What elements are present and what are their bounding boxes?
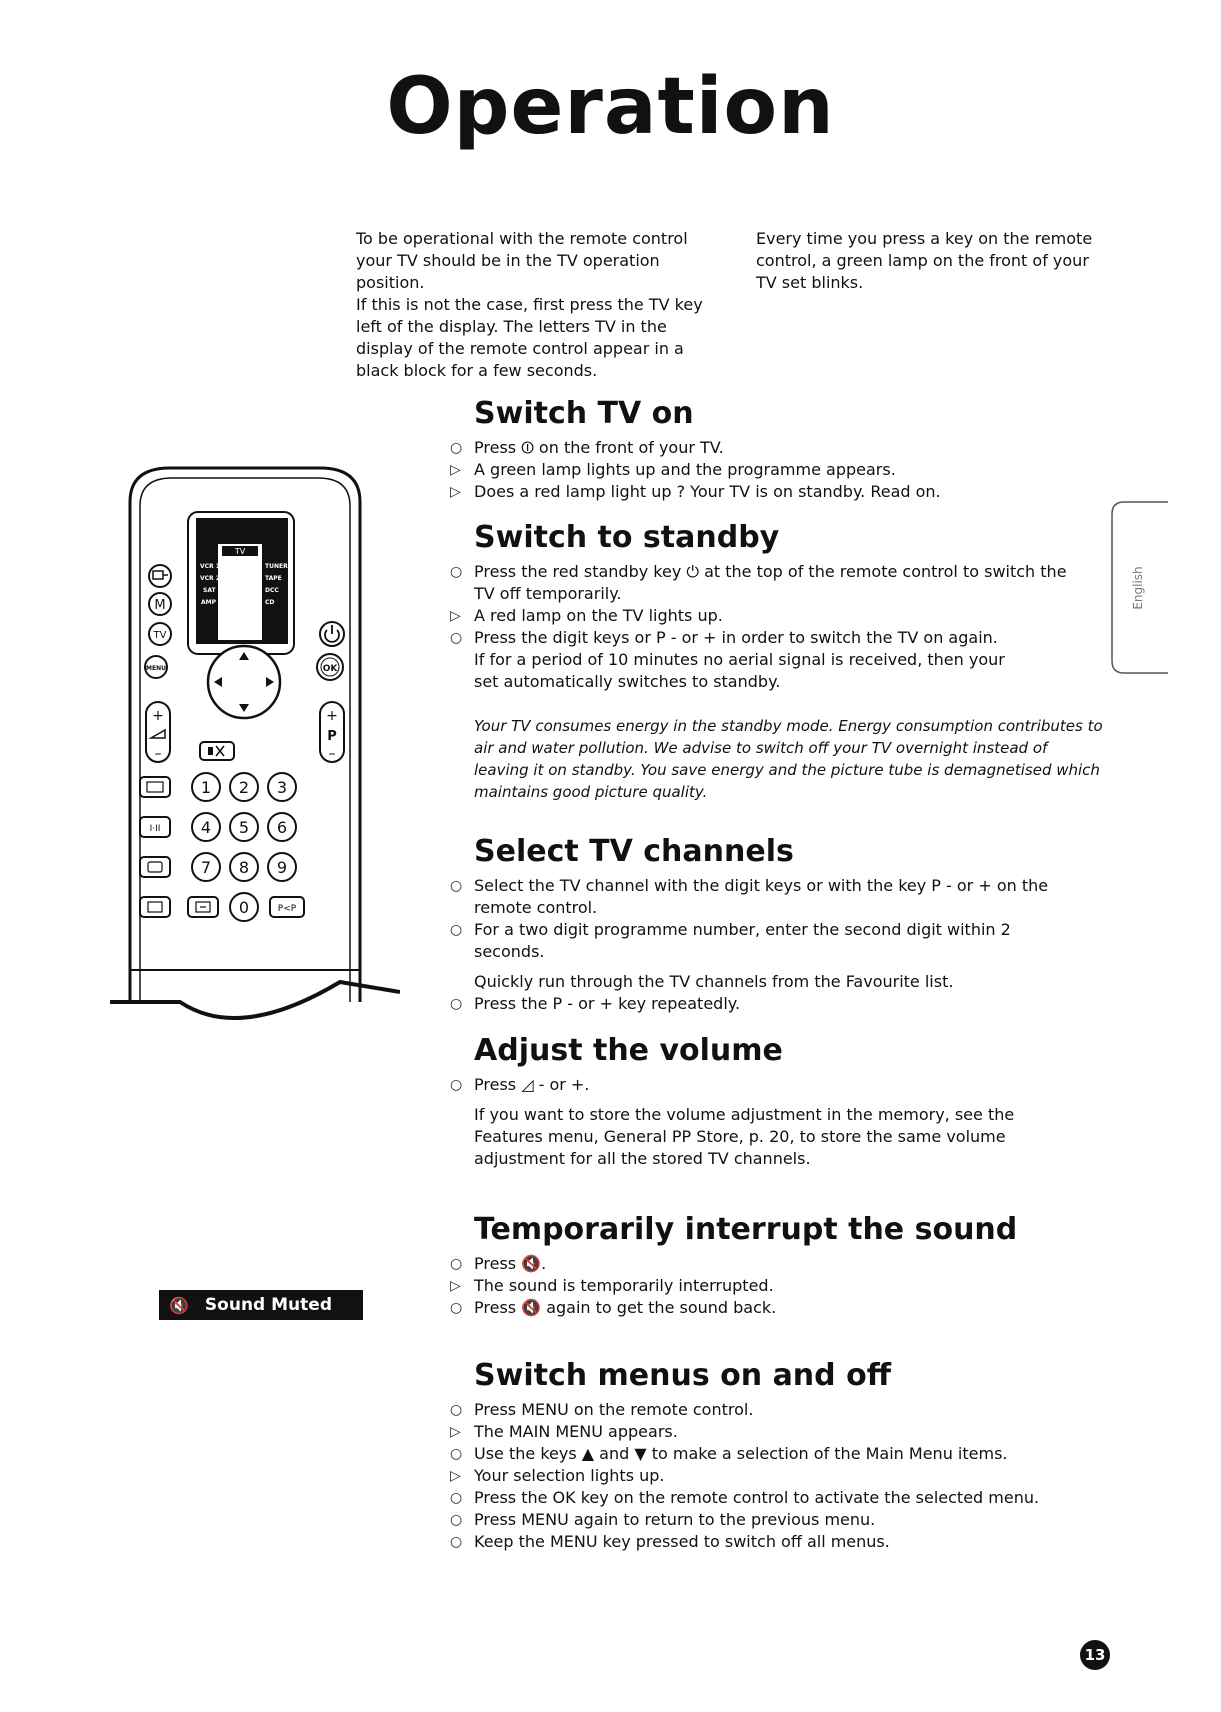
- heading-switch-standby: Switch to standby: [474, 520, 780, 555]
- language-side-tab: [1108, 500, 1170, 675]
- volume-minus-label: –: [154, 746, 162, 762]
- digit-key-6[interactable]: [268, 813, 296, 841]
- digit-key-5[interactable]: [230, 813, 258, 841]
- display-sat: SAT: [203, 587, 216, 594]
- digit-key-3[interactable]: [268, 773, 296, 801]
- intro-left: [356, 228, 706, 382]
- mute-icon: 🔇: [169, 1295, 189, 1315]
- list-item: ○ Press the digit keys or P - or + in order to switch the TV on again.: [450, 628, 998, 647]
- intro-left-para-2: If this is not the case, first press the TV key left of the display. The letters TV in the display of the remote control appear in a black block for a few seconds.: [356, 295, 703, 380]
- list-item: ○ For a two digit programme number, enter the second digit within 2 seconds.: [450, 920, 1011, 961]
- picture-key[interactable]: [140, 897, 170, 917]
- tv-key-label: TV: [153, 630, 167, 641]
- list-item: ○ Press ⏼ on the front of your TV.: [450, 438, 724, 457]
- list-item: ○ Keep the MENU key pressed to switch off all menus.: [450, 1532, 890, 1551]
- list-item: ○ Press 🔇.: [450, 1254, 547, 1273]
- heading-select-channels: Select TV channels: [474, 834, 794, 869]
- section-select-channels: [446, 834, 1086, 1015]
- section-switch-standby: [446, 520, 1103, 803]
- section-switch-tv-on: [446, 396, 1076, 503]
- dual-sound-key[interactable]: [140, 817, 170, 837]
- program-rocker[interactable]: [320, 702, 344, 762]
- list-item: ○ Press MENU again to return to the previous menu.: [450, 1510, 876, 1529]
- heading-adjust-volume: Adjust the volume: [474, 1033, 783, 1068]
- volume-extra: If you want to store the volume adjustment in the memory, see the Features menu, General PP Store, p. 20, to store the same volume adjustment for all the stored TV channels.: [474, 1105, 1015, 1168]
- list-switch-standby: [446, 561, 1076, 649]
- digit-key-8[interactable]: [230, 853, 258, 881]
- menu-key-label: MENU: [146, 665, 166, 672]
- list-interrupt-sound: [446, 1253, 1086, 1319]
- tv-key[interactable]: [149, 623, 171, 645]
- list-item: ○ Select the TV channel with the digit keys or with the key P - or + on the remote control.: [450, 876, 1049, 917]
- display-vcr2: VCR 2: [200, 575, 220, 582]
- program-p-label: P: [327, 729, 337, 744]
- volume-plus-label: +: [152, 708, 164, 724]
- program-minus-label: –: [328, 746, 336, 762]
- svg-text:7: 7: [200, 858, 212, 877]
- list-item: ○ Use the keys ▲ and ▼ to make a selection of the Main Menu items.: [450, 1444, 1008, 1463]
- input-select-key[interactable]: [149, 565, 171, 587]
- list-item: ▷ The sound is temporarily interrupted.: [450, 1276, 774, 1295]
- teletext-key[interactable]: [140, 777, 170, 797]
- display-dcc: DCC: [265, 587, 279, 594]
- display-vcr1: VCR 1: [200, 563, 220, 570]
- list-item: ▷ A green lamp lights up and the programme appears.: [450, 460, 896, 479]
- display-tuner: TUNER: [265, 563, 288, 570]
- section-menus: [446, 1358, 1106, 1553]
- svg-text:8: 8: [238, 858, 250, 877]
- standby-key[interactable]: [320, 622, 344, 646]
- svg-text:5: 5: [238, 818, 250, 837]
- list-item: ○ Press the red standby key ⏻ at the top of the remote control to switch the TV off temporarily.: [450, 562, 1067, 603]
- ok-key-label: OK: [322, 664, 338, 674]
- previous-program-label: P<P: [277, 904, 297, 914]
- ok-key[interactable]: [317, 654, 343, 680]
- digit-key-2[interactable]: [230, 773, 258, 801]
- svg-text:9: 9: [276, 858, 288, 877]
- list-item: ○ Press 🔇 again to get the sound back.: [450, 1298, 777, 1317]
- list-item: ○ Press MENU on the remote control.: [450, 1400, 754, 1419]
- section-adjust-volume: [446, 1033, 1086, 1170]
- page-number: 13: [1080, 1640, 1110, 1670]
- svg-text:3: 3: [276, 778, 288, 797]
- info-key[interactable]: [188, 897, 218, 917]
- digit-key-1[interactable]: [192, 773, 220, 801]
- list-item: ▷ The MAIN MENU appears.: [450, 1422, 678, 1441]
- screen-format-key[interactable]: [140, 857, 170, 877]
- svg-text:4: 4: [200, 818, 212, 837]
- display-cd: CD: [265, 599, 275, 606]
- menu-key[interactable]: [145, 656, 167, 678]
- digit-key-0[interactable]: [230, 893, 258, 921]
- list-item: ▷ Your selection lights up.: [450, 1466, 665, 1485]
- section-interrupt-sound: [446, 1212, 1086, 1319]
- list-item: ▷ A red lamp on the TV lights up.: [450, 606, 723, 625]
- svg-text:6: 6: [276, 818, 288, 837]
- list-select-channels: [446, 875, 1086, 963]
- heading-switch-tv-on: Switch TV on: [474, 396, 694, 431]
- sound-muted-label: Sound Muted: [204, 1295, 332, 1315]
- m-key-label: M: [154, 598, 166, 613]
- previous-program-key[interactable]: [270, 897, 304, 917]
- standby-extra: If for a period of 10 minutes no aerial signal is received, then your set automatically switches to standby.: [474, 650, 1005, 691]
- intro-left-para-1: To be operational with the remote control your TV should be in the TV operation position.: [356, 229, 688, 292]
- intro-right: [756, 228, 1106, 294]
- list-item: ○ Press ◿ - or +.: [450, 1075, 590, 1094]
- svg-text:2: 2: [238, 778, 250, 797]
- m-key[interactable]: [149, 593, 171, 615]
- dual-sound-label: I·II: [149, 824, 161, 834]
- display-tape: TAPE: [265, 575, 282, 582]
- sound-muted-osd: [159, 1290, 363, 1320]
- volume-rocker[interactable]: [146, 702, 170, 762]
- svg-text:1: 1: [200, 778, 212, 797]
- list-adjust-volume: [446, 1074, 1086, 1096]
- heading-interrupt-sound: Temporarily interrupt the sound: [474, 1212, 1018, 1247]
- intro-right-para: Every time you press a key on the remote control, a green lamp on the front of your TV set blinks.: [756, 229, 1093, 292]
- digit-key-4[interactable]: [192, 813, 220, 841]
- mute-key[interactable]: [200, 742, 234, 760]
- remote-display-window: [218, 544, 262, 640]
- standby-energy-note: Your TV consumes energy in the standby mode. Energy consumption contributes to air and water pollution. We advise to switch off your TV overnight instead of leaving it on standby. You save energy and the picture tube is demagnetised which maintains good picture quality.: [474, 717, 1103, 801]
- svg-text:0: 0: [238, 898, 250, 917]
- list-menus: [446, 1399, 1106, 1553]
- digit-key-7[interactable]: [192, 853, 220, 881]
- list-item: ○ Press the OK key on the remote control to activate the selected menu.: [450, 1488, 1040, 1507]
- program-plus-label: +: [326, 708, 338, 724]
- digit-key-9[interactable]: [268, 853, 296, 881]
- cursor-ring[interactable]: [208, 646, 280, 718]
- display-tv-label: TV: [234, 547, 246, 556]
- list-item: ▷ Does a red lamp light up ? Your TV is on standby. Read on.: [450, 482, 941, 501]
- channels-extra: Quickly run through the TV channels from the Favourite list.: [474, 972, 954, 991]
- side-tab-label: English: [1131, 566, 1145, 610]
- list-item: ○ Press the P - or + key repeatedly.: [450, 994, 741, 1013]
- remote-control-illustration: [110, 462, 400, 1042]
- page-title: Operation: [386, 62, 835, 152]
- list-switch-tv-on: [446, 437, 1076, 503]
- display-amp: AMP: [201, 599, 217, 606]
- list-select-channels-2: [446, 993, 1086, 1015]
- heading-menus: Switch menus on and off: [474, 1358, 891, 1393]
